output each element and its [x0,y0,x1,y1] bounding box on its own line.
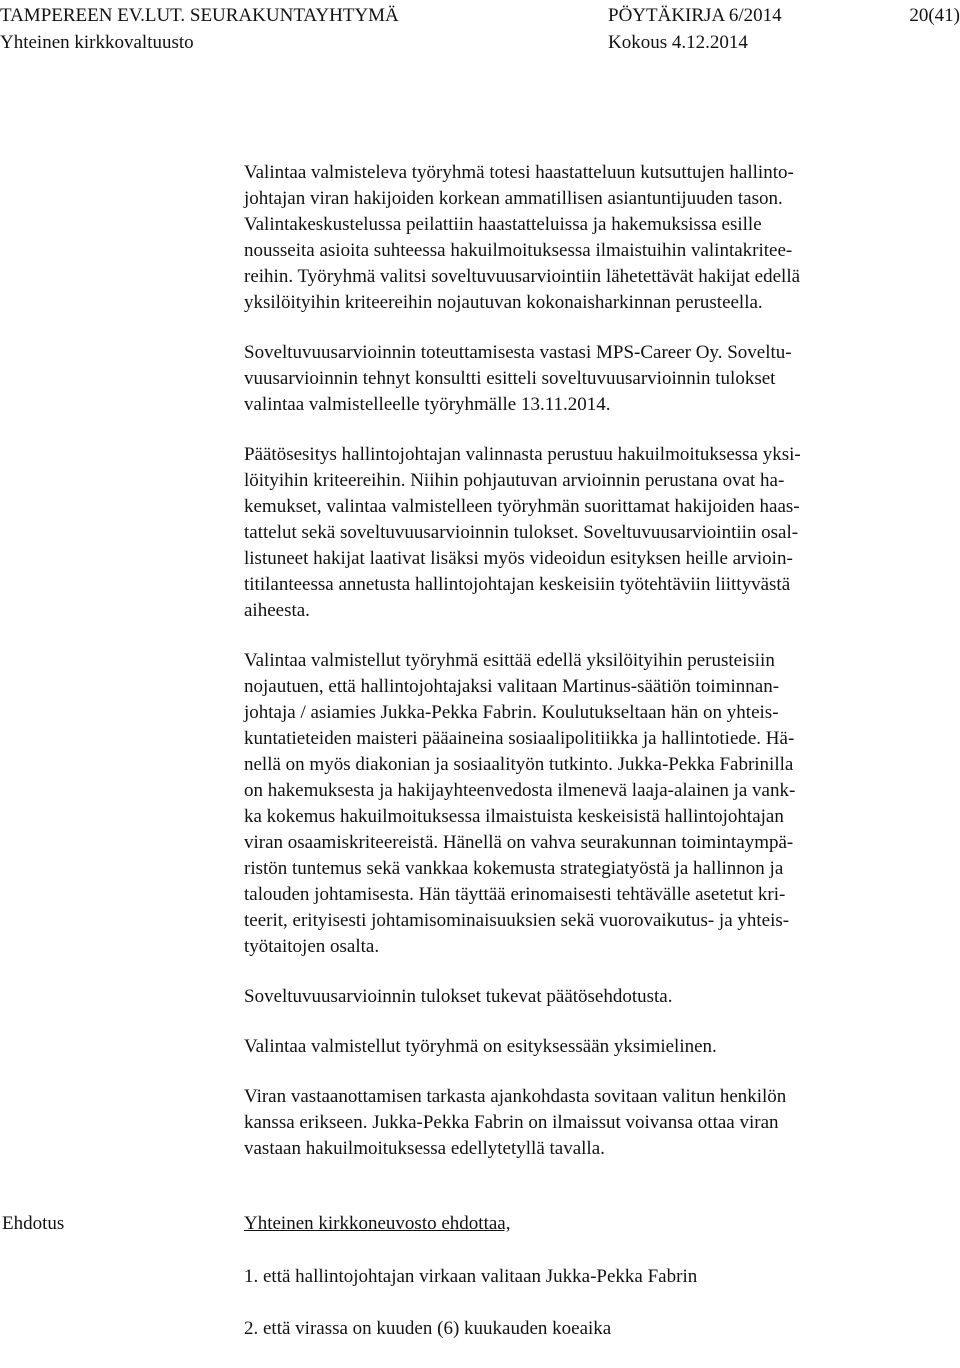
meeting-date: Kokous 4.12.2014 [608,32,748,53]
organization-name: TAMPEREEN EV.LUT. SEURAKUNTAYHTYMÄ [0,5,399,26]
governing-body: Yhteinen kirkkovaltuusto [0,32,194,53]
paragraph: Soveltuvuusarvioinnin toteuttamisesta vastasi MPS-Career Oy. Soveltu- vuusarvioinnin tehnyt konsultti esitteli soveltuvuusarvioinnin tulokset valintaa valmistelleelle työryhmälle 13.11.2014. [244,342,792,415]
proposal-heading: Yhteinen kirkkoneuvosto ehdottaa, [244,1213,511,1234]
paragraph: Valintaa valmistellut työryhmä esittää edellä yksilöityihin perusteisiin nojautuen, että hallintojohtajaksi valitaan Martinus-säätiön toiminnan- johtaja / asiamies Jukka-Pekka Fabrin. Koulutukseltaan hän on yhteis- kuntatieteiden maisteri pääaineina sosiaalipolitiikka ja hallintotiede. Hä- nellä on myös diakonian ja sosiaalityön tutkinto. Jukka-Pekka Fabrinilla on hakemuksesta ja hakijayhteenvedosta ilmenevä laaja-alainen ja vank- ka kokemus hakuilmoituksessa ilmaistuista keskeisistä hallintojohtajan viran osaamiskriteereistä. Hänellä on vahva seurakunnan toimintaympä- ristön tuntemus sekä vankkaa kokemusta strategiatyöstä ja hallinnon ja talouden johtamisesta. Hän täyttää erinomaisesti tehtävälle asetetut kri- teerit, erityisesti johtamisominaisuuksien sekä vuorovaikutus- ja yhteis- työtaitojen osalta. [244,650,796,957]
page-number: 20(41) [909,5,960,26]
paragraph: Valintaa valmistellut työryhmä on esityksessään yksimielinen. [244,1036,717,1057]
document-title: PÖYTÄKIRJA 6/2014 [608,5,782,26]
paragraph: Viran vastaanottamisen tarkasta ajankohdasta sovitaan valitun henkilön kanssa erikseen. Jukka-Pekka Fabrin on ilmaissut voivansa ottaa viran vastaan hakuilmoituksessa edellytetyllä tavalla. [244,1086,787,1159]
proposal-item: 1. että hallintojohtajan virkaan valitaan Jukka-Pekka Fabrin [244,1266,698,1287]
page-header [0,0,960,60]
paragraph: Valintaa valmisteleva työryhmä totesi haastatteluun kutsuttujen hallinto- johtajan viran hakijoiden korkean ammatillisen asiantuntijuuden tason. Valintakeskustelussa peilattiin haastatteluissa ja hakemuksissa esille nousseita asioita suhteessa hakuilmoituksessa ilmaistuihin valintakritee- reihin. Työryhmä valitsi soveltuvuusarviointiin lähetettävät hakijat edellä yksilöityihin kriteereihin nojautuvan kokonaisharkinnan perusteella. [244,162,801,313]
paragraph: Päätösesitys hallintojohtajan valinnasta perustuu hakuilmoituksessa yksi- löityihin kriteereihin. Niihin pohjautuvan arvioinnin perustana ovat ha- kemukset, valintaa valmistelleen työryhmän suorittamat hakijoiden haas- tattelut sekä soveltuvuusarvioinnin tulokset. Soveltuvuusarviointiin osal- listuneet hakijat laativat lisäksi myös videoidun esityksen heille arvioin- titilanteessa annetusta hallintojohtajan keskeisiin työtehtäviin liittyvästä aiheesta. [244,444,801,621]
proposal-item: 2. että virassa on kuuden (6) kuukauden koeaika [244,1318,612,1339]
document-body [244,160,944,1162]
proposal-label: Ehdotus [2,1213,65,1234]
paragraph: Soveltuvuusarvioinnin tulokset tukevat päätösehdotusta. [244,986,673,1007]
proposal-content [244,1211,944,1368]
